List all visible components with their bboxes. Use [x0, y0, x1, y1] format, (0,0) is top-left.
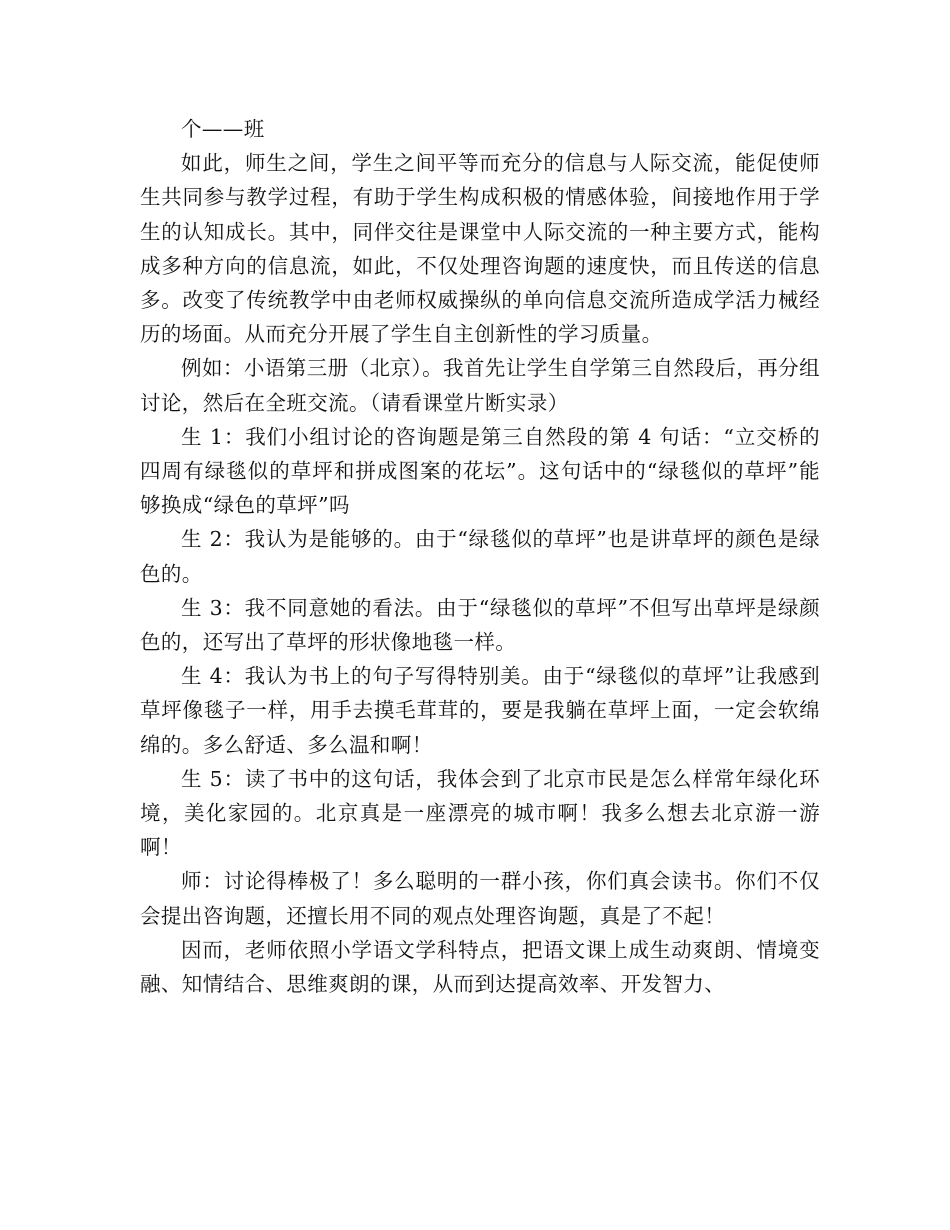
paragraph-student-2: 生 2：我认为是能够的。由于“绿毯似的草坪”也是讲草坪的颜色是绿色的。 — [140, 527, 820, 586]
document-body — [140, 112, 820, 1001]
paragraph-student-3: 生 3：我不同意她的看法。由于“绿毯似的草坪”不但写出草坪是绿颜色的，还写出了草坪的形状像地毯一样。 — [140, 595, 820, 655]
paragraph-communication: 如此，师生之间，学生之间平等而充分的信息与人际交流，能促使师生共同参与教学过程，有助于学生构成积极的情感体验，间接地作用于学生的认知成长。其中，同伴交往是课堂中人际交流的一种主要方式，能构成多种方向的信息流，如此，不仅处理咨询题的速度快，而且传送的信息多。改变了传统教学中由老师权威操纵的单向信息交流所造成学活力械经历的场面。从而充分开展了学生自主创新性的学习质量。 — [140, 151, 820, 347]
paragraph-class-heading: 个——班 — [181, 117, 265, 141]
paragraph-example-intro: 例如：小语第三册（北京）。我首先让学生自学第三自然段后，再分组讨论，然后在全班交流。（请看课堂片断实录） — [140, 356, 820, 415]
paragraph-teacher: 师：讨论得棒极了！多么聪明的一群小孩，你们真会读书。你们不仅会提出咨询题，还擅长用不同的观点处理咨询题，真是了不起！ — [140, 869, 820, 928]
paragraph-student-4: 生 4：我认为书上的句子写得特别美。由于“绿毯似的草坪”让我感到草坪像毯子一样，用手去摸毛茸茸的，要是我躺在草坪上面，一定会软绵绵的。多么舒适、多么温和啊！ — [140, 664, 820, 757]
paragraph-conclusion: 因而，老师依照小学语文学科特点，把语文课上成生动爽朗、情境变融、知情结合、思维爽朗的课，从而到达提高效率、开发智力、 — [140, 937, 820, 997]
paragraph-student-5: 生 5：读了书中的这句话，我体会到了北京市民是怎么样常年绿化环境，美化家园的。北京真是一座漂亮的城市啊！我多么想去北京游一游啊！ — [140, 766, 820, 860]
paragraph-student-1: 生 1：我们小组讨论的咨询题是第三自然段的第 4 句话：“立交桥的四周有绿毯似的草坪和拼成图案的花坛”。这句话中的“绿毯似的草坪”能够换成“绿色的草坪”吗 — [140, 424, 820, 518]
